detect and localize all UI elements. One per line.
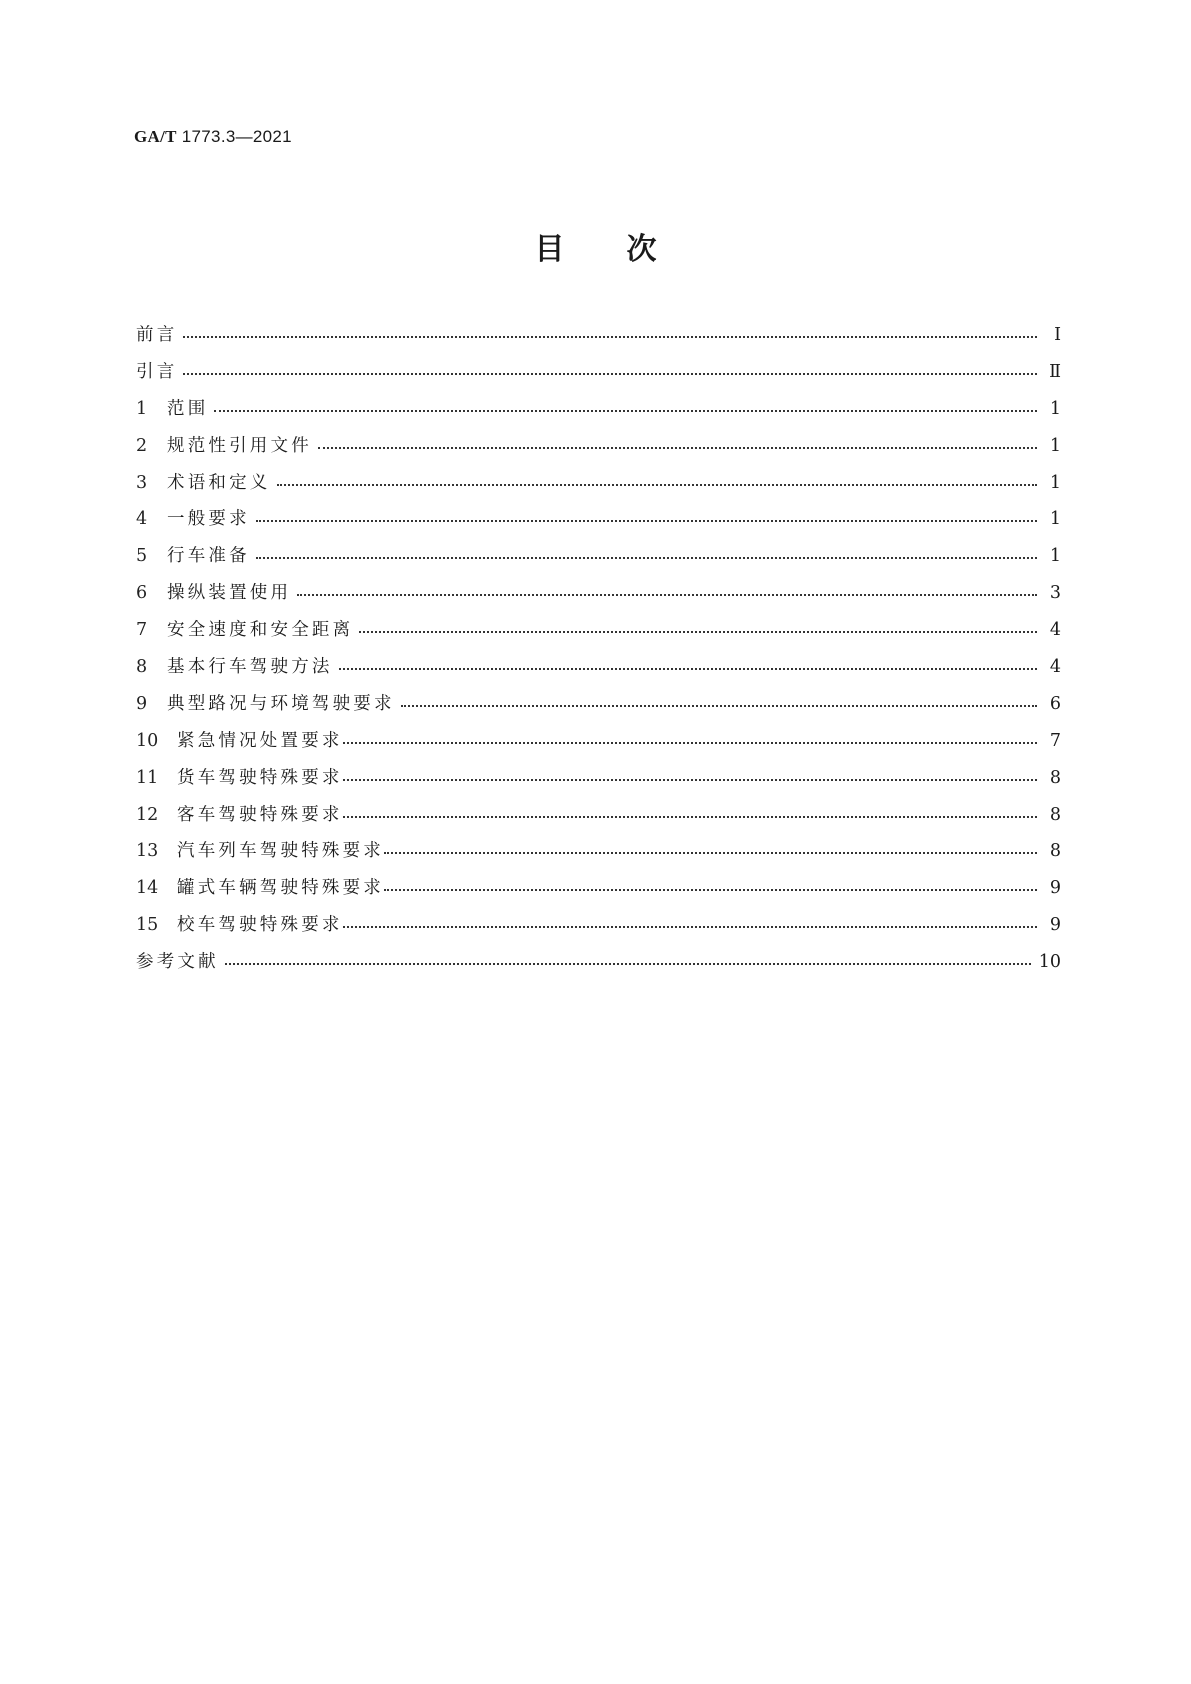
standard-org: GA/T [134, 127, 177, 146]
toc-entry-page: 1 [1049, 398, 1061, 419]
standard-number [134, 127, 292, 147]
toc-entry-label: 行车准备 [167, 546, 250, 567]
toc-leader-dots [318, 443, 1037, 449]
toc-entry[interactable] [136, 507, 1061, 544]
toc-entry-number: 11 [136, 767, 159, 788]
toc-entry-page: 1 [1049, 509, 1061, 530]
toc-entry[interactable] [136, 692, 1061, 729]
toc-entry-page: 8 [1049, 767, 1061, 788]
toc-leader-dots [343, 775, 1037, 781]
toc-leader-dots [343, 812, 1037, 818]
toc-entry-number: 12 [136, 804, 159, 825]
toc-entry-label: 基本行车驾驶方法 [167, 657, 333, 678]
standard-code: 1773.3—2021 [181, 127, 292, 146]
toc-entry-label: 规范性引用文件 [167, 435, 312, 456]
toc-entry[interactable] [136, 323, 1061, 360]
toc-leader-dots [401, 701, 1037, 707]
title-char-left: 目 [534, 232, 565, 267]
toc-leader-dots [277, 480, 1038, 486]
toc-entry[interactable] [136, 655, 1061, 692]
toc-entry-page: 9 [1049, 878, 1061, 899]
toc-entry-label: 罐式车辆驾驶特殊要求 [177, 878, 384, 899]
toc-entry-number: 1 [136, 398, 148, 419]
toc-entry[interactable] [136, 839, 1061, 876]
toc-entry-label: 校车驾驶特殊要求 [177, 915, 343, 936]
toc-entry-number: 4 [136, 509, 148, 530]
toc-entry-label: 货车驾驶特殊要求 [177, 767, 343, 788]
toc-leader-dots [297, 590, 1037, 596]
toc-entry-page: 1 [1049, 435, 1061, 456]
toc-entry-number: 6 [136, 583, 148, 604]
toc-entry[interactable] [136, 950, 1061, 987]
toc-entry-page: 1 [1049, 472, 1061, 493]
toc-entry-label: 紧急情况处置要求 [177, 730, 343, 751]
toc-entry-label: 客车驾驶特殊要求 [177, 804, 343, 825]
toc-entry-number: 9 [136, 693, 148, 714]
toc-leader-dots [183, 332, 1037, 338]
toc-entry-number: 2 [136, 435, 148, 456]
toc-entry-page: Ⅰ [1054, 325, 1061, 345]
toc-entry-page: 4 [1049, 620, 1061, 641]
toc-leader-dots [256, 553, 1037, 559]
toc-entry-page: 1 [1049, 546, 1061, 567]
toc-entry-number: 13 [136, 841, 159, 862]
toc-entry[interactable] [136, 876, 1061, 913]
toc-entry-number: 15 [136, 915, 159, 936]
toc-entry[interactable] [136, 803, 1061, 840]
toc-entry-number: 5 [136, 546, 148, 567]
toc-leader-dots [359, 627, 1037, 633]
toc-entry[interactable] [136, 360, 1061, 397]
toc-entry[interactable] [136, 434, 1061, 471]
toc-entry-page: Ⅱ [1049, 361, 1061, 382]
toc-entry[interactable] [136, 766, 1061, 803]
table-of-contents [136, 323, 1061, 987]
toc-leader-dots [339, 664, 1037, 670]
toc-entry-number: 8 [136, 657, 148, 678]
toc-entry-label: 典型路况与环境驾驶要求 [167, 693, 395, 714]
toc-entry-label: 汽车列车驾驶特殊要求 [177, 841, 384, 862]
toc-entry-page: 7 [1049, 730, 1061, 751]
toc-entry-label: 前言 [136, 325, 178, 345]
toc-leader-dots [384, 848, 1037, 854]
toc-entry[interactable] [136, 581, 1061, 618]
toc-entry[interactable] [136, 397, 1061, 434]
toc-entry-label: 安全速度和安全距离 [167, 620, 354, 641]
title-char-right: 次 [626, 232, 657, 267]
toc-entry-page: 4 [1049, 657, 1061, 678]
toc-leader-dots [183, 369, 1037, 375]
toc-entry-label: 范围 [167, 398, 209, 419]
toc-entry-page: 8 [1049, 841, 1061, 862]
toc-leader-dots [225, 959, 1031, 965]
toc-entry-number: 7 [136, 620, 148, 641]
toc-entry-number: 3 [136, 472, 148, 493]
toc-leader-dots [214, 406, 1037, 412]
toc-entry[interactable] [136, 913, 1061, 950]
toc-entry-label: 一般要求 [167, 509, 250, 530]
toc-leader-dots [343, 738, 1037, 744]
toc-entry-page: 9 [1049, 915, 1061, 936]
toc-entry[interactable] [136, 618, 1061, 655]
toc-entry-label: 操纵装置使用 [167, 583, 292, 604]
toc-entry-label: 参考文献 [136, 952, 219, 973]
toc-leader-dots [343, 922, 1037, 928]
toc-leader-dots [256, 516, 1037, 522]
toc-entry[interactable] [136, 471, 1061, 508]
toc-entry-number: 10 [136, 730, 159, 751]
toc-entry-label: 术语和定义 [167, 472, 271, 493]
toc-entry[interactable] [136, 544, 1061, 581]
toc-entry-number: 14 [136, 878, 159, 899]
toc-entry-page: 8 [1049, 804, 1061, 825]
toc-entry[interactable] [136, 729, 1061, 766]
toc-entry-page: 10 [1038, 952, 1061, 973]
page-title [0, 224, 1191, 268]
toc-leader-dots [384, 885, 1037, 891]
toc-entry-page: 6 [1049, 693, 1061, 714]
toc-entry-label: 引言 [136, 361, 178, 382]
toc-entry-page: 3 [1049, 583, 1061, 604]
